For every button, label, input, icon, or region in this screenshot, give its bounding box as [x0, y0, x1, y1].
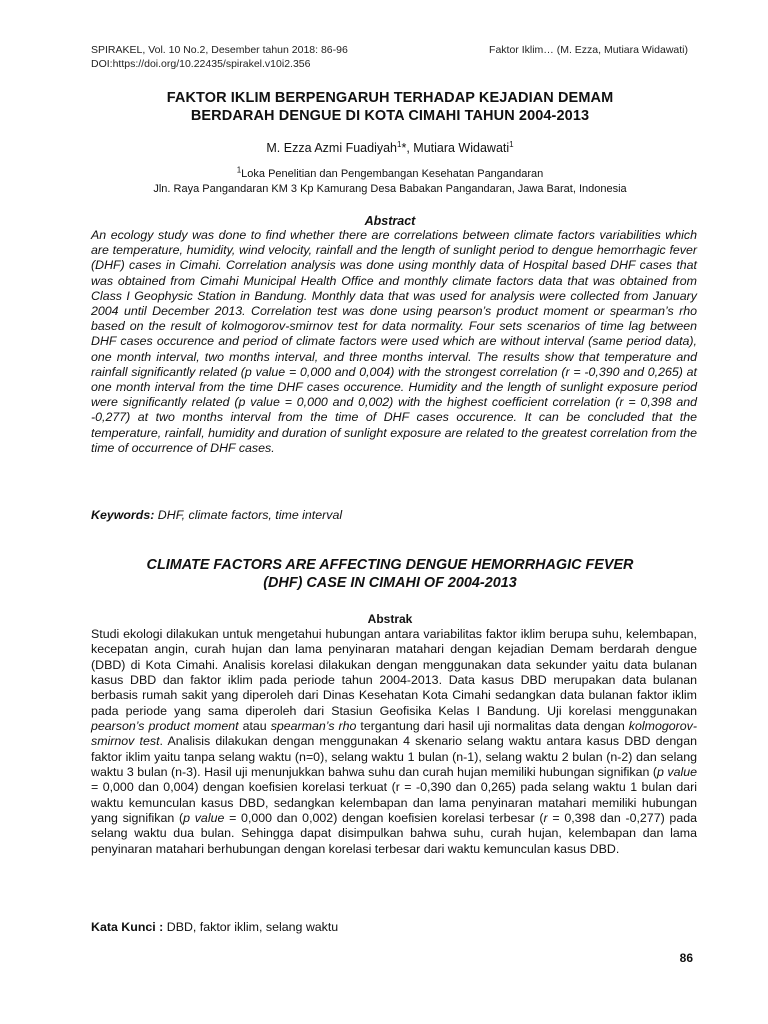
abstrak-heading: Abstrak [367, 612, 413, 626]
doi-line[interactable]: DOI:https://doi.org/10.22435/spirakel.v10i2.356 [91, 58, 311, 70]
abstrak-run: . Analisis dilakukan dengan menggunakan 4 skenario selang waktu antara kasus DBD dengan faktor iklim yaitu tanpa selang waktu (n=0), selang waktu 1 bulan (n-1), selang waktu 2 bulan (n-2) dan selang waktu 3 bulan (n-3). Hasil uji menunjukkan bahwa suhu dan curah hujan memiliki hubungan signifikan ( [91, 734, 697, 780]
journal-line: SPIRAKEL, Vol. 10 No.2, Desember tahun 2018: 86-96 [91, 44, 348, 56]
abstrak-italic: r [543, 811, 548, 826]
abstrak-italic: spearman’s rho [270, 719, 357, 734]
abstract-text [91, 228, 697, 456]
page-number: 86 [679, 951, 693, 965]
abstrak-run: = 0,000 dan 0,002) dengan koefisien korelasi terbesar ( [224, 811, 544, 826]
kata-kunci-label: Kata Kunci : [91, 920, 164, 934]
abstract-paragraph: An ecology study was done to find whether there are correlations between climate factors variabilities which are temperature, humidity, wind velocity, rainfall and the length of sunlight period to dengue hemorrhagic fever (DHF) cases in Cimahi. Correlation analysis was done using monthly data of Hospital based DHF cases that was obtained from Cimahi Municipal Health Office and monthly climate factors data that was obtained from Class I Geophysic Station in Bandung. Monthly data that was used for analysis were collected from January 2004 until December 2013. Correlation test was done using pearson’s product moment or spearman’s rho based on the result of kolmogorov-smirnov test for data normality. Four sets scenarios of time lag between DHF cases occurence and period of climate factors were used which are without interval (same period data), one month interval, two months interval, and three months interval. The results show that temperature and rainfall significantly related (p value = 0,000 and 0,004) with the strongest correlation (r = -0,390 and 0,265) at one month interval from the time DHF cases occurence. Humidity and the length of sunlight exposure period were significantly related (p value = 0,000 and 0,002) with the highest coefficient correlation (r = 0,398 and -0,277) at two months interval from the time of DHF cases occurence. It can be concluded that the temperature, rainfall, humidity and duration of sunlight exposure are related to the greatest correlation from the time of occurrence of DHF cases. [91, 228, 697, 455]
article-title [91, 89, 689, 125]
corresponding-marker: * [401, 141, 407, 155]
abstrak-run: = 0,398 dan -0,277) pada selang waktu dua bulan. Sehingga dapat disimpulkan bahwa suhu, curah hujan, kelembapan dan lama penyinaran matahari berhubungan dengan korelasi terbesar dari waktu kemunculan kasus DBD. [91, 811, 697, 856]
keywords [91, 508, 342, 522]
abstrak-italic: p value [657, 765, 697, 780]
english-title-line-1: CLIMATE FACTORS ARE AFFECTING DENGUE HEMORRHAGIC FEVER [146, 557, 634, 573]
abstrak-italic: p value [183, 811, 225, 826]
abstrak-text [91, 627, 697, 857]
affil-marker: 1 [236, 165, 242, 175]
keywords-label: Keywords: [91, 508, 155, 522]
abstrak-italic: kolmogorov-smirnov test [91, 719, 697, 749]
abstrak-italic: pearson’s product moment [91, 719, 239, 734]
author-name: M. Ezza Azmi Fuadiyah [266, 141, 397, 155]
author-name: Mutiara Widawati [413, 141, 510, 155]
author-affil-marker: 1 [509, 139, 514, 149]
abstrak-run: tergantung dari hasil uji normalitas data dengan [356, 719, 629, 734]
affil-institution: Loka Penelitian dan Pengembangan Kesehatan Pangandaran [241, 168, 544, 180]
author-list [91, 140, 689, 156]
affil-address: Jln. Raya Pangandaran KM 3 Kp Kamurang Desa Babakan Pangandaran, Jawa Barat, Indonesia [153, 183, 627, 195]
abstrak-run: atau [238, 719, 271, 734]
keywords-list: DHF, climate factors, time interval [154, 508, 343, 522]
running-title: Faktor Iklim… (M. Ezza, Mutiara Widawati) [489, 44, 688, 56]
affiliation [91, 167, 689, 197]
abstrak-paragraph [91, 627, 697, 857]
english-title [91, 556, 689, 592]
abstract-heading: Abstract [364, 214, 416, 228]
title-line-2: BERDARAH DENGUE DI KOTA CIMAHI TAHUN 2004-2013 [190, 108, 590, 124]
author-separator: , [406, 141, 414, 155]
author-affil-marker: 1 [397, 139, 402, 149]
english-title-line-2: (DHF) CASE IN CIMAHI OF 2004-2013 [263, 575, 517, 591]
title-line-1: FAKTOR IKLIM BERPENGARUH TERHADAP KEJADIAN DEMAM [166, 90, 614, 106]
kata-kunci [91, 920, 338, 934]
kata-kunci-list: DBD, faktor iklim, selang waktu [163, 920, 339, 934]
abstrak-run: = 0,000 dan 0,004) dengan koefisien korelasi terkuat (r = -0,390 dan 0,265) pada selang waktu 1 bulan dari waktu kemunculan kasus DBD, sedangkan kelembapan dan lama penyinaran matahari memiliki hubungan yang signifikan ( [91, 780, 697, 826]
journal-citation [91, 43, 348, 71]
abstrak-run: Studi ekologi dilakukan untuk mengetahui hubungan antara variabilitas faktor iklim berupa suhu, kelembapan, kecepatan angin, curah hujan dan lama penyinaran matahari dengan kejadian Demam berdarah dengue (DBD) di Kota Cimahi. Analisis korelasi dilakukan dengan menggunakan data sekunder yaitu data bulanan kasus DBD dan faktor iklim pada periode tahun 2004-2013. Data kasus DBD merupakan data bulanan berbasis rumah sakit yang diperoleh dari Dinas Kesehatan Kota Cimahi sedangkan data bulanan faktor iklim pada periode yang sama diperoleh dari Stasiun Geofisika Kelas I Bandung. Uji korelasi menggunakan [91, 627, 697, 718]
